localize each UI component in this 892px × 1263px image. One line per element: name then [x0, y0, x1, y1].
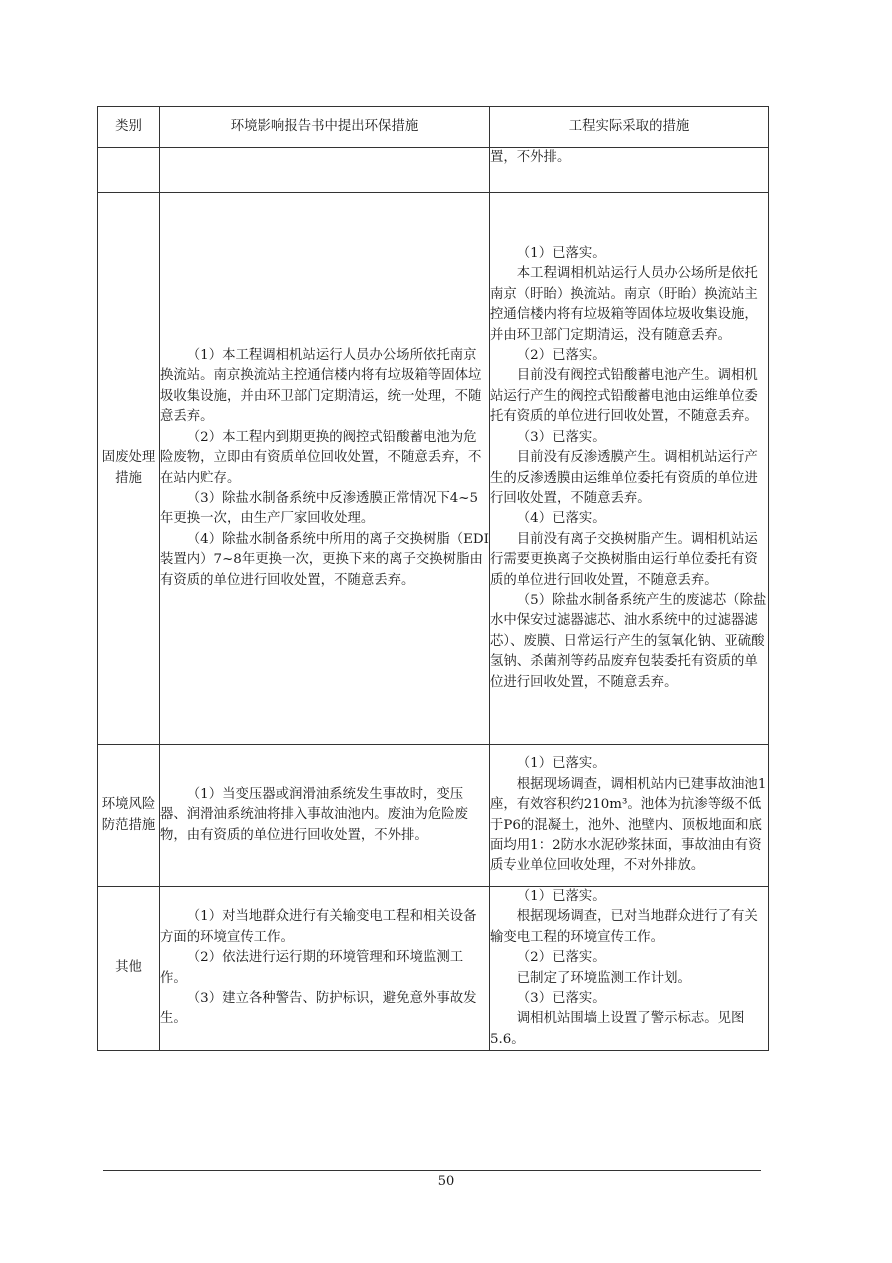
- table-row: [98, 193, 769, 745]
- table-header-row: [98, 107, 769, 148]
- actual-paragraph: （1）已落实。: [516, 246, 606, 262]
- category-cell: 固废处理措施: [98, 193, 160, 745]
- actual-paragraph: 已制定了环境监测工作计划。: [516, 970, 691, 986]
- header-category: 类别: [98, 107, 160, 148]
- proposed-cell: [160, 887, 490, 1051]
- actual-paragraph: （1）已落实。: [516, 889, 606, 904]
- table-row: [98, 887, 769, 1051]
- actual-paragraph: 置，不外排。: [490, 150, 571, 165]
- category-cell: 环境风险防范措施: [98, 745, 160, 887]
- proposed-paragraph: （2）本工程内到期更换的阀控式铅酸蓄电池为危险废物，立即由有资质单位回收处置，不随意丢弃，不在站内贮存。: [160, 429, 482, 486]
- proposed-cell: [160, 148, 490, 193]
- actual-cell: [490, 193, 769, 745]
- actual-paragraph: （2）已落实。: [516, 950, 606, 966]
- proposed-paragraph: （1）对当地群众进行有关输变电工程和相关设备方面的环境宣传工作。: [160, 909, 477, 945]
- proposed-paragraph: （1）本工程调相机站运行人员办公场所依托南京换流站。南京换流站主控通信楼内将有垃圾箱等固体垃圾收集设施，并由环卫部门定期清运，统一处理，不随意丢弃。: [160, 348, 482, 425]
- actual-paragraph: 目前没有反渗透膜产生。调相机站运行产生的反渗透膜由运维单位委托有资质的单位进行回收处置，不随意丢弃。: [490, 450, 758, 506]
- proposed-paragraph: （3）建立各种警告、防护标识，避免意外事故发生。: [160, 991, 477, 1027]
- actual-cell: [490, 148, 769, 193]
- actual-paragraph: 根据现场调查，已对当地群众进行了有关输变电工程的环境宣传工作。: [490, 909, 758, 945]
- table-row: [98, 745, 769, 887]
- actual-paragraph: （3）已落实。: [516, 991, 606, 1007]
- actual-paragraph: 目前没有阀控式铅酸蓄电池产生。调相机站运行产生的阀控式铅酸蓄电池由运维单位委托有资质的单位进行回收处置，不随意丢弃。: [490, 368, 758, 425]
- actual-paragraph: 根据现场调查，调相机站内已建事故油池1座，有效容积约210m³。池体为抗渗等级不低于P6的混凝土，池外、池壁内、顶板地面和底面均用1：2防水水泥砂浆抹面，事故油由有资质专业单位回收处理，不对外排放。: [490, 776, 767, 874]
- actual-paragraph: （1）已落实。: [516, 756, 606, 772]
- actual-paragraph: （3）已落实。: [516, 429, 606, 445]
- table-row: [98, 148, 769, 193]
- page-number: 50: [437, 1174, 455, 1189]
- actual-cell: [490, 887, 769, 1051]
- category-cell: 其他: [98, 887, 160, 1051]
- actual-paragraph: （4）已落实。: [516, 511, 606, 527]
- proposed-paragraph: （3）除盐水制备系统中反渗透膜正常情况下4~5年更换一次，由生产厂家回收处理。: [160, 490, 478, 527]
- proposed-cell: [160, 745, 490, 887]
- proposed-cell: [160, 193, 490, 745]
- proposed-paragraph: （4）除盐水制备系统中所用的离子交换树脂（EDI装置内）7~8年更换一次，更换下来的离子交换树脂由有资质的单位进行回收处置，不随意丢弃。: [160, 531, 489, 588]
- actual-paragraph: 目前没有离子交换树脂产生。调相机站运行需要更换离子交换树脂由运行单位委托有资质的单位进行回收处置，不随意丢弃。: [490, 531, 758, 588]
- header-actual-measures: 工程实际采取的措施: [490, 107, 769, 148]
- actual-cell: [490, 745, 769, 887]
- actual-paragraph: （5）除盐水制备系统产生的废滤芯（除盐水中保安过滤器滤芯、油水系统中的过滤器滤芯）、废膜、日常运行产生的氢氧化钠、亚硫酸氢钠、杀菌剂等药品废弃包装委托有资质的单位进行回收处置，不随意丢弃。: [490, 592, 767, 690]
- header-proposed-measures: 环境影响报告书中提出环保措施: [160, 107, 490, 148]
- actual-paragraph: 调相机站围墙上设置了警示标志。见图5.6。: [490, 1011, 745, 1047]
- measures-table: [97, 106, 769, 1051]
- actual-paragraph: （2）已落实。: [516, 348, 606, 364]
- footer-divider: [103, 1170, 761, 1171]
- category-cell: [98, 148, 160, 193]
- proposed-paragraph: （2）依法进行运行期的环境管理和环境监测工作。: [160, 950, 464, 986]
- actual-paragraph: 本工程调相机站运行人员办公场所是依托南京（盱眙）换流站。南京（盱眙）换流站主控通信楼内将有垃圾箱等固体垃圾收集设施，并由环卫部门定期清运，没有随意丢弃。: [490, 266, 758, 343]
- proposed-paragraph: （1）当变压器或润滑油系统发生事故时，变压器、润滑油系统油将排入事故油池内。废油为危险废物，由有资质的单位进行回收处置，不外排。: [160, 786, 468, 843]
